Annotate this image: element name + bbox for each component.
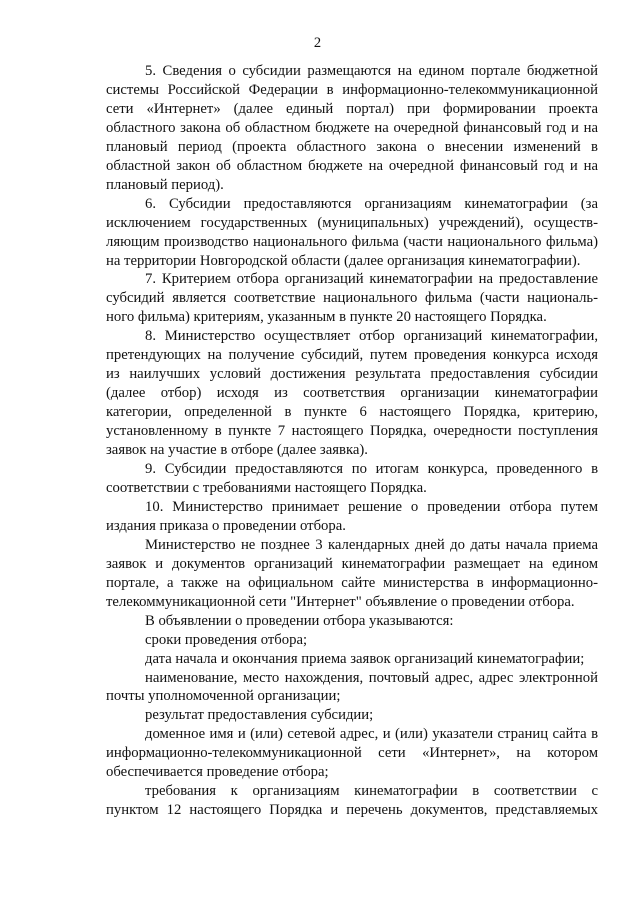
text-line: требования к организациям кинематографии в соответствии с (145, 783, 598, 800)
text-line: на территории Новгородской области (далее организация кинематографии). (106, 252, 581, 269)
text-line: областной закон об областном бюджете на очередной финансовый год и на (106, 157, 598, 174)
text-line: информационно-телекоммуникационной сети «Интернет», на котором (106, 745, 598, 762)
text-line: категории, определенной в пункте 6 настоящего Порядка, критерию, (106, 404, 598, 421)
text-line: из наилучших условий достижения результата предоставления субсидии (106, 366, 598, 383)
text-line: заявок и документов организаций кинематографии размещает на едином (106, 555, 598, 572)
text-line: Министерство не позднее 3 календарных дней до даты начала приема (145, 536, 598, 553)
text-line: дата начала и окончания приема заявок организаций кинематографии; (145, 650, 585, 667)
text-line: 10. Министерство принимает решение о проведении отбора путем (145, 498, 598, 515)
text-line: претендующих на получение субсидий, путем проведения конкурса исходя (106, 347, 598, 364)
text-line: почты уполномоченной организации; (106, 688, 341, 705)
text-line: сети «Интернет» (далее единый портал) при формировании проекта (106, 100, 598, 117)
text-line: исключением государственных (муниципальных) учреждений), осуществ- (106, 214, 598, 231)
text-line: субсидий является соответствие национального фильма (части националь- (106, 290, 598, 307)
text-line: 6. Субсидии предоставляются организациям кинематографии (за (145, 195, 598, 212)
text-line: 5. Сведения о субсидии размещаются на едином портале бюджетной (145, 63, 598, 79)
text-line: издания приказа о проведении отбора. (106, 517, 346, 534)
text-line: В объявлении о проведении отбора указываются: (145, 612, 454, 629)
text-line: доменное имя и (или) сетевой адрес, и (или) указатели страниц сайта в (145, 726, 598, 743)
text-line: телекоммуникационной сети "Интернет" объявление о проведении отбора. (106, 593, 575, 610)
text-line: наименование, место нахождения, почтовый адрес, адрес электронной (145, 669, 598, 686)
text-line: ляющим производство национального фильма (части национального фильма) (106, 233, 598, 250)
text-line: плановый период). (106, 176, 224, 193)
text-line: пунктом 12 настоящего Порядка и перечень документов, представляемых (106, 802, 598, 819)
text-line: плановый период (проекта областного закона о внесении изменений в (106, 138, 598, 155)
text-line: 9. Субсидии предоставляются по итогам конкурса, проведенного в (145, 461, 598, 478)
text-line: обеспечивается проведение отбора; (106, 764, 329, 781)
document-body (106, 62, 598, 820)
text-line: соответствии с требованиями настоящего Порядка. (106, 479, 427, 496)
text-line: сроки проведения отбора; (145, 631, 308, 648)
text-line: системы Российской Федерации в информационно-телекоммуникационной (106, 81, 598, 98)
text-line: 8. Министерство осуществляет отбор организаций кинематографии, (145, 328, 598, 345)
text-line: областного закона об областном бюджете на очередной финансовый год и на (106, 119, 598, 136)
page-number: 2 (313, 35, 322, 51)
text-line: (далее отбор) исходя из соответствия организации кинематографии (106, 385, 598, 402)
text-line: результат предоставления субсидии; (145, 707, 374, 724)
text-line: установленному в пункте 7 настоящего Порядка, очередности поступления (106, 423, 598, 440)
text-line: ного фильма) критериям, указанным в пункте 20 настоящего Порядка. (106, 309, 547, 326)
text-line: портале, а также на официальном сайте министерства в информационно- (106, 574, 598, 591)
text-line: 7. Критерием отбора организаций кинематографии на предоставление (145, 271, 598, 288)
text-line: заявок на участие в отборе (далее заявка). (106, 442, 368, 459)
